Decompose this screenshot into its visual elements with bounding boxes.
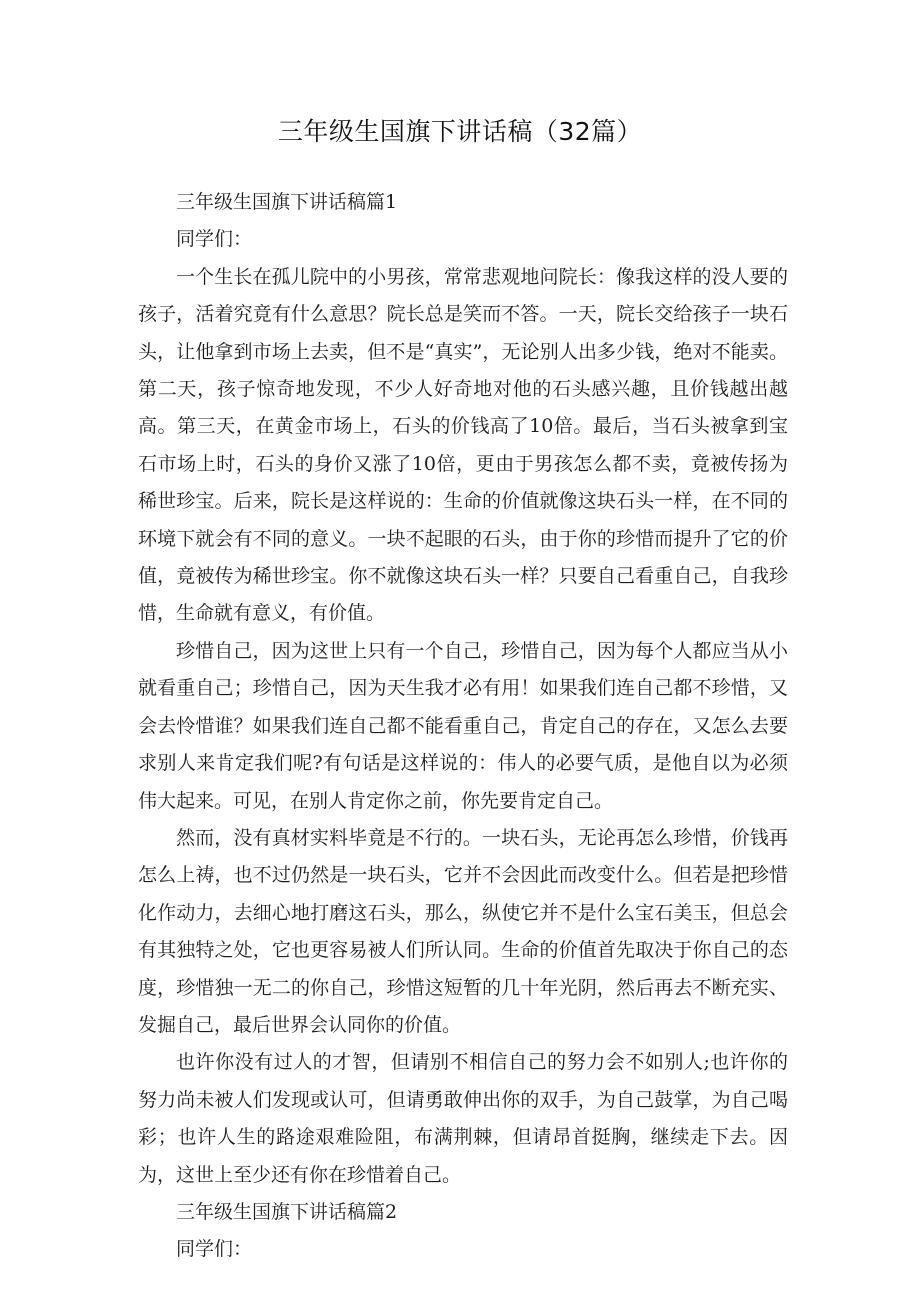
body-paragraph: 一个生长在孤儿院中的小男孩，常常悲观地问院长：像我这样的没人要的孩子，活着究竟有什么意思？院长总是笑而不答。一天，院长交给孩子一块石头，让他拿到市场上去卖，但不是“真实”，无论别人出多少钱，绝对不能卖。第二天，孩子惊奇地发现，不少人好奇地对他的石头感兴趣，且价钱越出越高。第三天，在黄金市场上，石头的价钱高了10倍。最后，当石头被拿到宝石市场上时，石头的身价又涨了10倍，更由于男孩怎么都不卖，竟被传扬为稀世珍宝。后来，院长是这样说的：生命的价值就像这块石头一样，在不同的环境下就会有不同的意义。一块不起眼的石头，由于你的珍惜而提升了它的价值，竟被传为稀世珍宝。你不就像这块石头一样？只要自己看重自己，自我珍惜，生命就有意义，有价值。 — [138, 265, 788, 625]
page-title: 三年级生国旗下讲话稿（32篇） — [277, 117, 643, 146]
body-paragraph: 珍惜自己，因为这世上只有一个自己，珍惜自己，因为每个人都应当从小就看重自己；珍惜自己，因为天生我才必有用！如果我们连自己都不珍惜，又会去怜惜谁？如果我们连自己都不能看重自己，肯定自己的存在，又怎么去要求别人来肯定我们呢?有句话是这样说的：伟人的必要气质，是他自以为必须伟大起来。可见，在别人肯定你之前，你先要肯定自己。 — [138, 639, 788, 812]
section-heading: 三年级生国旗下讲话稿篇1 — [176, 191, 398, 213]
salutation: 同学们： — [176, 1238, 253, 1261]
document-body — [138, 184, 788, 1269]
body-paragraph: 也许你没有过人的才智，但请别不相信自己的努力会不如别人;也许你的努力尚未被人们发现或认可，但请勇敢伸出你的双手，为自己鼓掌，为自己喝彩；也许人生的路途艰难险阻，布满荆棘，但请昂首挺胸，继续走下去。因为，这世上至少还有你在珍惜着自己。 — [138, 1051, 788, 1186]
body-paragraph: 然而，没有真材实料毕竟是不行的。一块石头，无论再怎么珍惜，价钱再怎么上祷，也不过仍然是一块石头，它并不会因此而改变什么。但若是把珍惜化作动力，去细心地打磨这石头，那么，纵使它并不是什么宝石美玉，但总会有其独特之处，它也更容易被人们所认同。生命的价值首先取决于你自己的态度，珍惜独一无二的你自己，珍惜这短暂的几十年光阴，然后再去不断充实、发掘自己，最后世界会认同你的价值。 — [138, 826, 788, 1036]
salutation: 同学们： — [176, 228, 253, 251]
section-heading: 三年级生国旗下讲话稿篇2 — [176, 1200, 398, 1223]
